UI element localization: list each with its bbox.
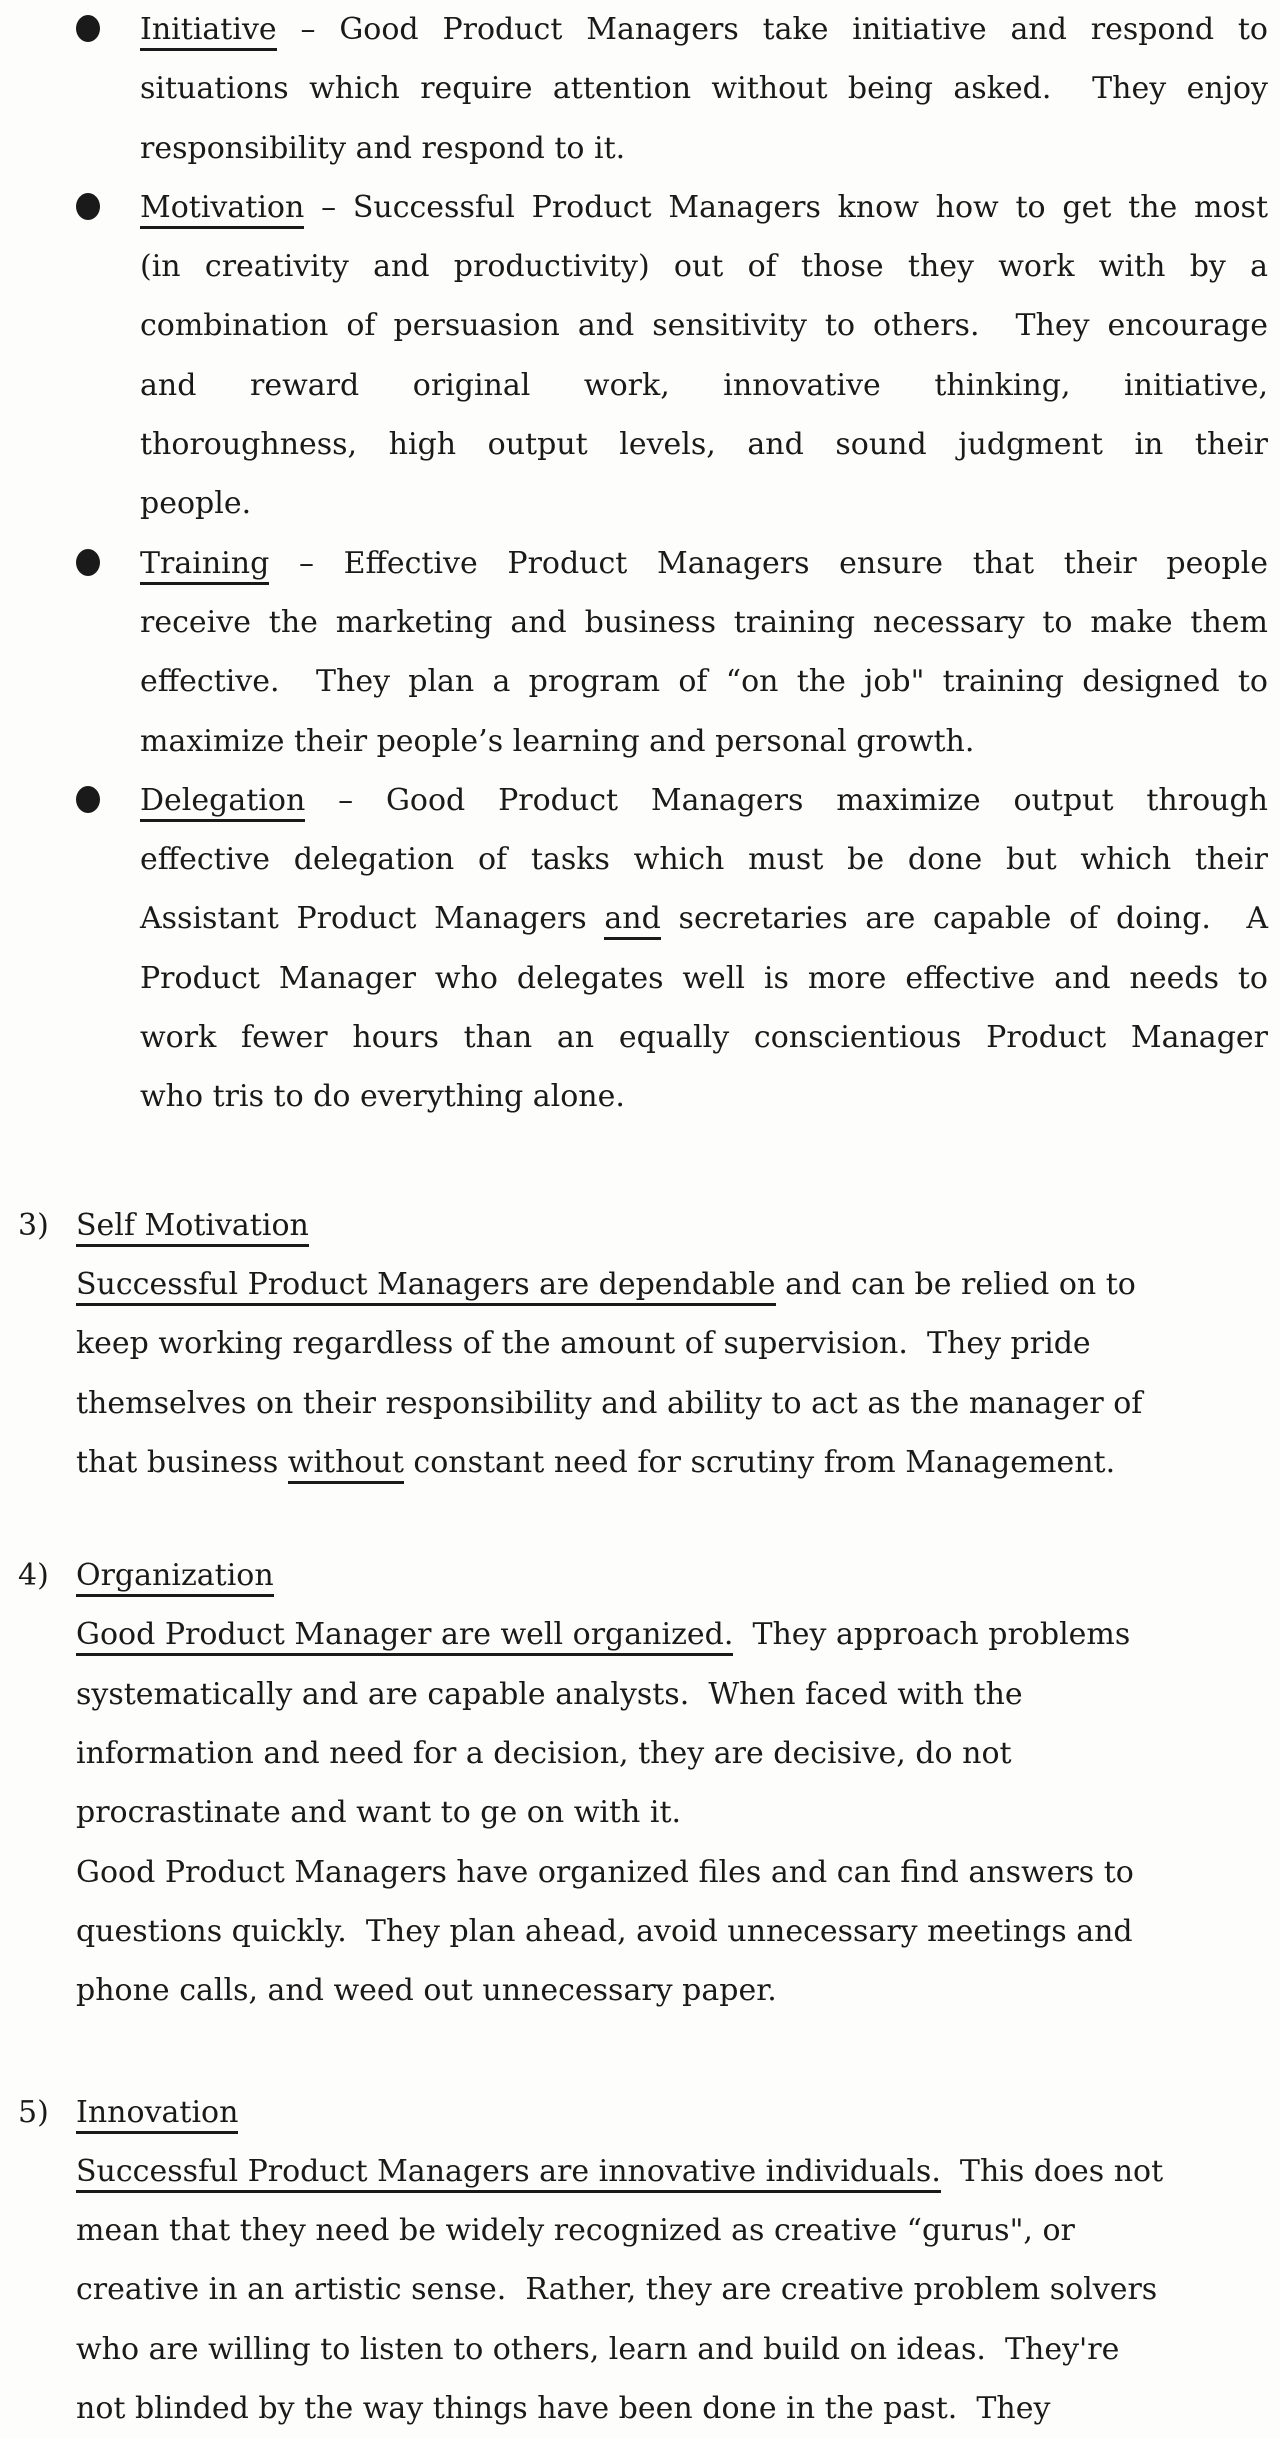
bullet-text (140, 0, 1268, 178)
text-run: Product Manager who delegates well is more effective and needs to (140, 961, 1268, 996)
text-line (76, 1961, 1268, 2020)
text-run: – Good Product Managers take initiative and respond to (277, 12, 1268, 47)
text-run: Good Product Managers have organized files and can find answers to (76, 1855, 1134, 1890)
text-line (140, 415, 1268, 474)
text-line (140, 237, 1268, 296)
text-run: – Good Product Managers maximize output through (305, 783, 1268, 818)
underlined-text: without (288, 1445, 404, 1484)
text-line (140, 59, 1268, 118)
text-run: effective. They plan a program of “on the job" training designed to (140, 664, 1268, 699)
text-run: questions quickly. They plan ahead, avoid unnecessary meetings and (76, 1914, 1133, 1949)
text-line (76, 2320, 1268, 2379)
text-line (140, 534, 1268, 593)
section-heading-line (0, 1196, 1280, 1255)
text-run: not blinded by the way things have been done in the past. They (76, 2391, 1050, 2426)
text-run: combination of persuasion and sensitivity to others. They encourage (140, 308, 1268, 343)
text-line (140, 889, 1268, 948)
underlined-text: Delegation (140, 783, 305, 822)
bullet-icon (76, 549, 100, 576)
text-run: themselves on their responsibility and ability to act as the manager of (76, 1386, 1142, 1421)
section (0, 1196, 1280, 1492)
text-run: mean that they need be widely recognized as creative “gurus", or (76, 2213, 1075, 2248)
text-line (140, 1067, 1268, 1126)
text-run: constant need for scrutiny from Management. (404, 1445, 1115, 1480)
text-run: This does not (941, 2154, 1163, 2189)
text-run: systematically and are capable analysts. When faced with the (76, 1677, 1023, 1712)
text-run: keep working regardless of the amount of supervision. They pride (76, 1326, 1091, 1361)
paragraph (76, 1843, 1268, 2021)
text-run: information and need for a decision, they are decisive, do not (76, 1736, 1012, 1771)
text-run: – Effective Product Managers ensure that their people (269, 546, 1268, 581)
section-number: 3) (18, 1196, 76, 1255)
underlined-text: Motivation (140, 190, 304, 229)
section-heading: Self Motivation (76, 1208, 309, 1247)
bullet-item (0, 178, 1280, 534)
text-line (140, 474, 1268, 533)
text-line (76, 1783, 1268, 1842)
text-line (76, 1665, 1268, 1724)
text-line (140, 1008, 1268, 1067)
text-line (76, 1843, 1268, 1902)
text-line (140, 949, 1268, 1008)
bullet-item (0, 534, 1280, 771)
bullet-item (0, 0, 1280, 178)
section-heading-line (0, 1546, 1280, 1605)
text-run: Assistant Product Managers (140, 901, 604, 936)
text-run: and reward original work, innovative thinking, initiative, (140, 368, 1268, 403)
numbered-sections (0, 1196, 1280, 2438)
text-line (140, 771, 1268, 830)
text-line (140, 830, 1268, 889)
section (0, 2083, 1280, 2438)
text-line (140, 178, 1268, 237)
text-line (140, 652, 1268, 711)
text-run: creative in an artistic sense. Rather, they are creative problem solvers (76, 2272, 1157, 2307)
text-line (76, 2142, 1268, 2201)
text-line (140, 356, 1268, 415)
text-run: thoroughness, high output levels, and sound judgment in their (140, 427, 1268, 462)
text-run: maximize their people’s learning and personal growth. (140, 724, 974, 759)
text-line (76, 1605, 1268, 1664)
bullet-text (140, 178, 1268, 534)
text-line (140, 119, 1268, 178)
text-run: responsibility and respond to it. (140, 131, 625, 166)
bullet-text (140, 771, 1268, 1127)
bullet-list (0, 0, 1280, 1127)
text-run: who are willing to listen to others, learn and build on ideas. They're (76, 2332, 1119, 2367)
text-line (76, 2260, 1268, 2319)
text-run: phone calls, and weed out unnecessary paper. (76, 1973, 777, 2008)
text-run: effective delegation of tasks which must be done but which their (140, 842, 1268, 877)
underlined-text: Successful Product Managers are innovative individuals. (76, 2154, 941, 2193)
text-line (140, 593, 1268, 652)
text-line (140, 296, 1268, 355)
paragraph (76, 1605, 1268, 1842)
bullet-icon (76, 15, 100, 42)
underlined-text: Initiative (140, 12, 277, 51)
text-run: who tris to do everything alone. (140, 1079, 625, 1114)
underlined-text: Good Product Manager are well organized. (76, 1617, 733, 1656)
text-line (76, 1902, 1268, 1961)
text-line (76, 1314, 1268, 1373)
bullet-text (140, 534, 1268, 771)
text-run: receive the marketing and business training necessary to make them (140, 605, 1268, 640)
text-run: people. (140, 486, 251, 521)
section-heading: Organization (76, 1558, 274, 1597)
text-run: secretaries are capable of doing. A (661, 901, 1268, 936)
text-line (76, 2379, 1268, 2438)
text-run: situations which require attention without being asked. They enjoy (140, 71, 1268, 106)
bullet-icon (76, 193, 100, 220)
bullet-item (0, 771, 1280, 1127)
text-line (76, 1433, 1268, 1492)
text-run: work fewer hours than an equally conscientious Product Manager (140, 1020, 1268, 1055)
text-line (76, 1374, 1268, 1433)
bullet-icon (76, 786, 100, 813)
text-run: – Successful Product Managers know how to get the most (304, 190, 1268, 225)
text-run: procrastinate and want to ge on with it. (76, 1795, 681, 1830)
section-number: 4) (18, 1546, 76, 1605)
text-line (140, 0, 1268, 59)
text-line (76, 1724, 1268, 1783)
underlined-text: and (604, 901, 660, 940)
text-line (140, 712, 1268, 771)
paragraph (76, 1255, 1268, 1492)
text-run: They approach problems (733, 1617, 1130, 1652)
underlined-text: Successful Product Managers are dependable (76, 1267, 776, 1306)
section-heading: Innovation (76, 2095, 238, 2134)
text-line (76, 1255, 1268, 1314)
text-line (76, 2201, 1268, 2260)
section-heading-line (0, 2083, 1280, 2142)
text-run: and can be relied on to (776, 1267, 1136, 1302)
section-number: 5) (18, 2083, 76, 2142)
paragraph (76, 2142, 1268, 2438)
text-run: that business (76, 1445, 288, 1480)
underlined-text: Training (140, 546, 269, 585)
section (0, 1546, 1280, 2020)
text-run: (in creativity and productivity) out of those they work with by a (140, 249, 1268, 284)
